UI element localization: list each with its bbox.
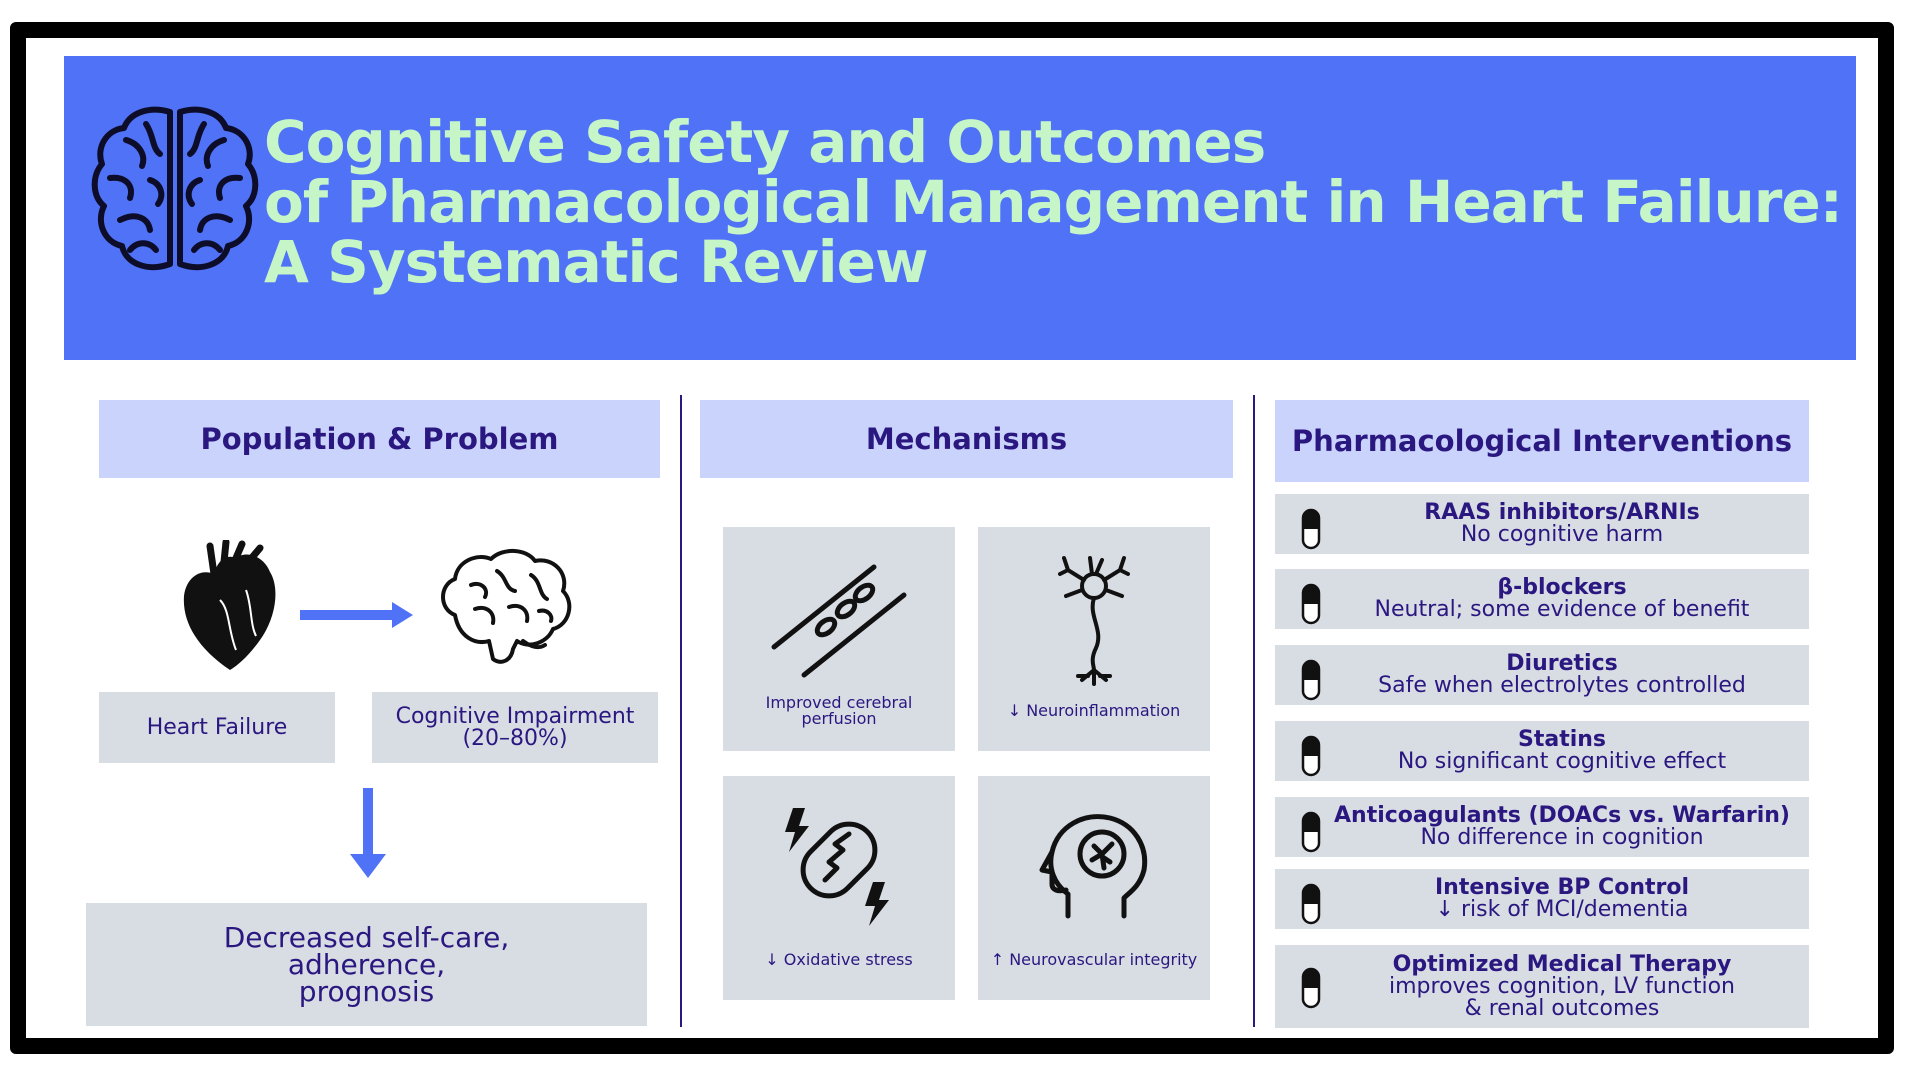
intervention-card bbox=[1275, 945, 1809, 1028]
cognitive-impairment-range: (20–80%) bbox=[462, 725, 568, 751]
brain-outline-icon bbox=[435, 545, 575, 670]
intervention-effect: No cognitive harm bbox=[1460, 522, 1664, 547]
mechanism-label: ↓ Neuroinflammation bbox=[1007, 701, 1181, 720]
outcome-line: adherence, bbox=[287, 948, 446, 981]
mechanism-label-line: Improved cerebral bbox=[765, 693, 913, 712]
mitochondria-icon bbox=[779, 804, 899, 929]
mechanism-label: ↓ Oxidative stress bbox=[765, 950, 913, 969]
title-line: Cognitive Safety and Outcomes bbox=[264, 108, 1266, 176]
neuron-icon bbox=[1044, 552, 1144, 687]
interventions-heading bbox=[1275, 400, 1809, 482]
intervention-name: Intensive BP Control bbox=[1435, 875, 1689, 900]
intervention-effect: Neutral; some evidence of benefit bbox=[1374, 597, 1750, 622]
intervention-effect: improves cognition, LV function bbox=[1389, 973, 1735, 999]
cognitive-impairment-label: Cognitive Impairment bbox=[395, 703, 635, 729]
mechanism-label: ↑ Neurovascular integrity bbox=[990, 950, 1198, 969]
down-arrow-icon bbox=[348, 788, 388, 880]
blood-vessel-icon bbox=[764, 547, 914, 687]
mechanism-label-line: perfusion bbox=[801, 709, 877, 728]
intervention-card bbox=[1275, 721, 1809, 781]
outcome-card bbox=[86, 903, 647, 1026]
head-brain-icon bbox=[1034, 806, 1154, 926]
intervention-card bbox=[1275, 869, 1809, 929]
heart-failure-label: Heart Failure bbox=[146, 715, 288, 740]
mechanism-card-perfusion bbox=[723, 527, 955, 751]
title-line: of Pharmacological Management in Heart Failure: bbox=[264, 168, 1842, 236]
intervention-effect: Safe when electrolytes controlled bbox=[1378, 673, 1746, 698]
outcome-line: prognosis bbox=[298, 975, 435, 1008]
outcome-line: Decreased self-care, bbox=[223, 921, 510, 954]
title-line: A Systematic Review bbox=[264, 228, 928, 296]
intervention-effect-line2: & renal outcomes bbox=[1464, 995, 1660, 1021]
intervention-effect: No difference in cognition bbox=[1420, 825, 1704, 850]
right-arrow-icon bbox=[300, 600, 415, 630]
heart-failure-card bbox=[99, 692, 335, 763]
intervention-name: RAAS inhibitors/ARNIs bbox=[1424, 500, 1700, 525]
mechanism-card-neuroinflammation bbox=[978, 527, 1210, 751]
population-heading-text: Population & Problem bbox=[200, 422, 559, 456]
column-divider bbox=[1253, 395, 1255, 1027]
column-divider bbox=[680, 395, 682, 1027]
mechanisms-heading-text: Mechanisms bbox=[865, 422, 1068, 456]
intervention-name: Statins bbox=[1517, 727, 1607, 752]
intervention-effect: No significant cognitive effect bbox=[1397, 749, 1727, 774]
page-title bbox=[264, 108, 1842, 296]
intervention-name: Diuretics bbox=[1506, 651, 1618, 676]
intervention-name: Optimized Medical Therapy bbox=[1392, 951, 1732, 977]
intervention-card bbox=[1275, 569, 1809, 629]
intervention-card bbox=[1275, 797, 1809, 857]
cognitive-impairment-card bbox=[372, 692, 658, 763]
intervention-card bbox=[1275, 494, 1809, 554]
mechanism-card-oxidative bbox=[723, 776, 955, 1000]
mechanisms-heading bbox=[700, 400, 1233, 478]
heart-icon bbox=[180, 540, 280, 675]
intervention-card bbox=[1275, 645, 1809, 705]
intervention-name: Anticoagulants (DOACs vs. Warfarin) bbox=[1334, 803, 1790, 828]
interventions-heading-text: Pharmacological Interventions bbox=[1291, 424, 1793, 458]
brain-icon bbox=[90, 100, 260, 280]
mechanism-card-neurovascular bbox=[978, 776, 1210, 1000]
intervention-name: β-blockers bbox=[1497, 575, 1627, 600]
mechanism-label bbox=[723, 695, 955, 727]
intervention-effect: ↓ risk of MCI/dementia bbox=[1435, 897, 1689, 922]
population-heading bbox=[99, 400, 660, 478]
